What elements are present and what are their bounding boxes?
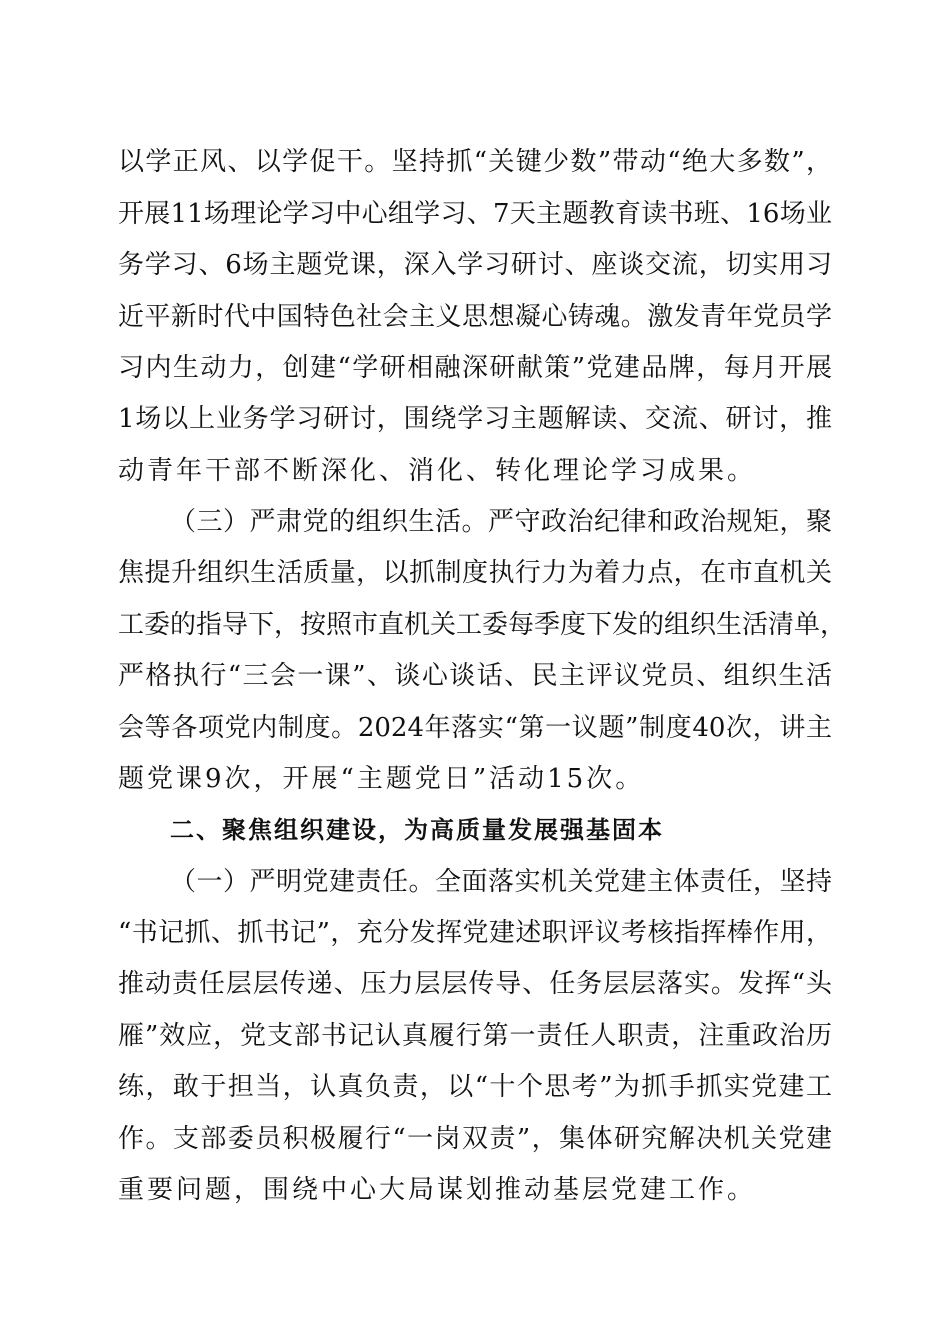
paragraph-1-line-1: 以学正风、以学促干。坚持抓“关键少数”带动“绝大多数”，	[118, 147, 832, 177]
paragraph-3-line-1: （一）严明党建责任。全面落实机关党建主体责任，坚持	[170, 867, 832, 897]
paragraph-2-line-2: 焦提升组织生活质量，以抓制度执行力为着力点，在市直机关	[118, 558, 832, 588]
paragraph-2-line-4: 严格执行“三会一课”、谈心谈话、民主评议党员、组织生活	[118, 661, 832, 691]
paragraph-3-line-6: 作。支部委员积极履行“一岗双责”，集体研究解决机关党建	[118, 1124, 832, 1154]
paragraph-1-line-6: 1场以上业务学习研讨，围绕学习主题解读、交流、研讨，推	[118, 404, 832, 434]
paragraph-1-line-2: 开展11场理论学习中心组学习、7天主题教育读书班、16场业	[118, 199, 832, 229]
section-heading: 二、聚焦组织建设，为高质量发展强基固本	[170, 816, 664, 844]
paragraph-3-line-4: 雁”效应，党支部书记认真履行第一责任人职责，注重政治历	[118, 1021, 832, 1051]
paragraph-2-line-6: 题党课9次，开展“主题党日”活动15次。	[118, 764, 645, 794]
paragraph-1-line-7: 动青年干部不断深化、消化、转化理论学习成果。	[118, 456, 757, 486]
paragraph-2-line-3: 工委的指导下，按照市直机关工委每季度下发的组织生活清单，	[118, 610, 847, 640]
paragraph-1-line-4: 近平新时代中国特色社会主义思想凝心铸魂。激发青年党员学	[118, 302, 832, 332]
paragraph-1-line-5: 习内生动力，创建“学研相融深研献策”党建品牌，每月开展	[118, 353, 832, 383]
paragraph-3-line-3: 推动责任层层传递、压力层层传导、任务层层落实。发挥“头	[118, 969, 832, 999]
paragraph-2-line-1: （三）严肃党的组织生活。严守政治纪律和政治规矩，聚	[170, 507, 832, 537]
paragraph-3-line-2: “书记抓、抓书记”，充分发挥党建述职评议考核指挥棒作用，	[118, 918, 832, 948]
paragraph-3-line-5: 练，敢于担当，认真负责，以“十个思考”为抓手抓实党建工	[118, 1072, 832, 1102]
paragraph-2-line-5: 会等各项党内制度。2024年落实“第一议题”制度40次，讲主	[118, 713, 832, 743]
paragraph-1-line-3: 务学习、6场主题党课，深入学习研讨、座谈交流，切实用习	[118, 250, 832, 280]
paragraph-3-line-7: 重要问题，围绕中心大局谋划推动基层党建工作。	[118, 1175, 757, 1205]
